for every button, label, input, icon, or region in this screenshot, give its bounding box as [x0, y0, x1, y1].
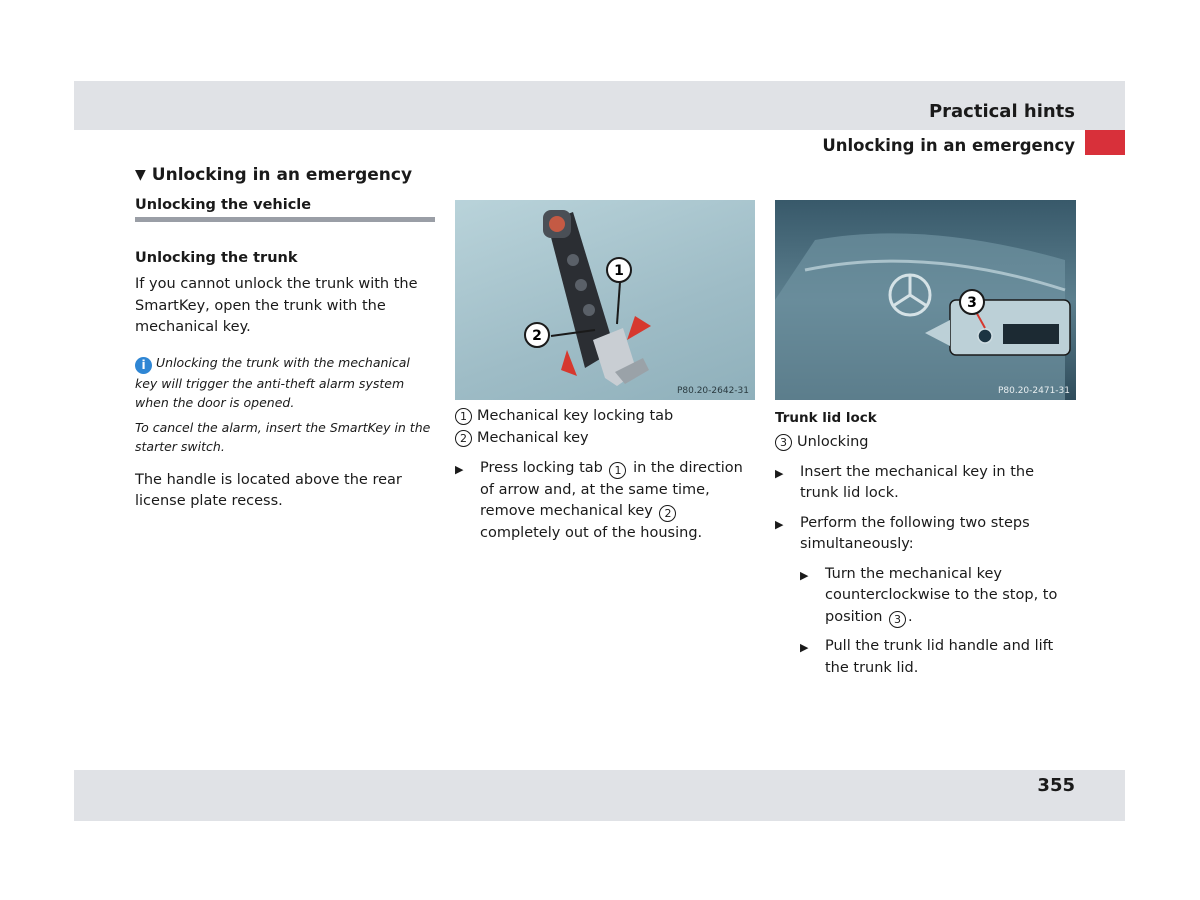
step-text-part: Turn the mechanical key counterclockwise to the stop, to position — [825, 565, 1058, 625]
footer-band — [74, 770, 1125, 821]
callout-number: 1 — [455, 408, 472, 425]
legend-text: Mechanical key — [477, 429, 589, 446]
callout-3-label: 3 — [967, 295, 977, 311]
chapter-tab-marker — [1085, 130, 1125, 155]
instruction-step — [455, 458, 755, 544]
triangle-down-icon: ▼ — [135, 167, 146, 183]
play-arrow-icon: ▶ — [455, 463, 464, 476]
instruction-substep — [775, 564, 1075, 629]
instruction-text — [825, 564, 1075, 629]
info-icon: i — [135, 357, 152, 374]
instruction-step — [775, 462, 1075, 505]
play-arrow-icon: ▶ — [800, 641, 809, 654]
image-code: P80.20-2642-31 — [676, 386, 749, 396]
section-heading — [135, 165, 435, 185]
smartkey-drawing — [455, 200, 755, 400]
trunk-heading: Unlocking the trunk — [135, 250, 298, 266]
image-caption: Trunk lid lock — [775, 410, 877, 426]
callout-number: 3 — [889, 611, 906, 628]
info-note — [135, 353, 435, 412]
callout-number: 3 — [775, 434, 792, 451]
image-code: P80.20-2471-31 — [997, 386, 1070, 396]
cancel-note: To cancel the alarm, insert the SmartKey in the starter switch. — [135, 419, 431, 454]
instruction-step — [775, 513, 1075, 556]
legend-item — [455, 406, 755, 428]
left-column — [135, 165, 435, 513]
callout-number: 2 — [455, 430, 472, 447]
intro-paragraph: If you cannot unlock the trunk with the SmartKey, open the trunk with the mechanical key. — [135, 276, 418, 335]
instruction-text: Pull the trunk lid handle and lift the trunk lid. — [825, 638, 1054, 676]
step-text-part: completely out of the housing. — [480, 524, 703, 541]
middle-column — [455, 406, 755, 544]
legend-item — [775, 432, 1075, 454]
instruction-substep — [775, 636, 1075, 679]
instruction-text: Perform the following two steps simultaneously: — [800, 514, 1030, 552]
trunk-lid-drawing — [775, 200, 1076, 400]
chapter-title: Practical hints — [928, 101, 1075, 122]
trunk-lid-photo — [775, 200, 1076, 400]
callout-2-label: 2 — [532, 328, 542, 344]
legend-item — [455, 428, 755, 450]
callout-number: 1 — [609, 462, 626, 479]
right-column — [775, 410, 1075, 679]
step-text-part: in the direction of arrow and, at the same time, remove mechanical key — [480, 460, 743, 519]
subsection-heading: Unlocking the vehicle — [135, 197, 435, 222]
legend-text: Mechanical key locking tab — [477, 408, 674, 424]
play-arrow-icon: ▶ — [800, 568, 809, 582]
callout-number: 2 — [659, 505, 676, 522]
step-text-part: . — [908, 608, 913, 625]
smartkey-illustration — [455, 200, 755, 400]
instruction-text: Insert the mechanical key in the trunk lid lock. — [800, 463, 1035, 501]
play-arrow-icon: ▶ — [775, 466, 784, 480]
callout-1-label: 1 — [614, 263, 624, 279]
play-arrow-icon: ▶ — [775, 517, 784, 531]
page-number: 355 — [1037, 775, 1075, 796]
section-subtitle: Unlocking in an emergency — [822, 136, 1075, 155]
info-note-text: Unlocking the trunk with the mechanical key will trigger the anti-theft alarm system when the door is opened. — [135, 354, 410, 410]
step-text-part: Press locking tab — [480, 460, 603, 476]
handle-paragraph: The handle is located above the rear license plate recess. — [135, 471, 402, 509]
section-heading-text: Unlocking in an emergency — [151, 165, 413, 185]
instruction-text — [480, 458, 755, 544]
legend-text: Unlocking — [797, 434, 869, 450]
